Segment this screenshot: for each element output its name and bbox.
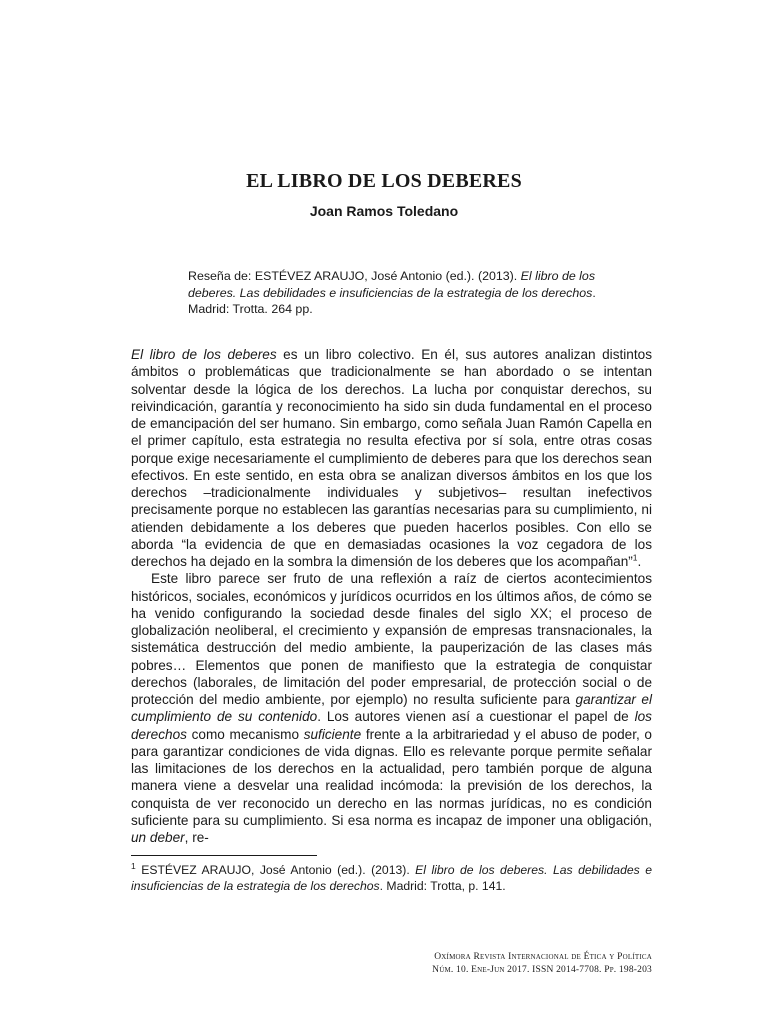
review-reference-suffix: . Madrid: Trotta. 264 pp.	[188, 285, 596, 316]
paragraph-2-italic-1: garantizar el cumplimiento de su contenido	[131, 692, 653, 725]
paragraph-2-text-3: como mecanismo	[186, 726, 304, 742]
footnote-suffix: . Madrid: Trotta, p. 141.	[379, 879, 506, 893]
paragraph-1-book-title: El libro de los deberes	[131, 347, 277, 362]
paragraph-2-italic-2: los derechos	[131, 709, 652, 742]
paragraph-1-text: es un libro colectivo. En él, sus autores analizan distintos ámbitos o problemáticas que tradicionalmente se han abordado o se intentan solventar desde la lógica de los derechos. La lucha por conquistar derechos, su reivindicación, garantía y reconocimiento ha sido sin duda fundamental en el proceso de emancipación del ser humano. Sin embargo, como señala Juan Ramón Capella en el primer capítulo, esta estrategia no resulta efectiva por sí sola, entre otras cosas porque exige necesariamente el cumplimiento de deberes para que los derechos sean efectivos. En este sentido, en esta obra se analizan diversos ámbitos en los que los derechos –tradicionalmente individuales y subjetivos– resultan inefectivos precisamente porque no establecen las garantías necesarias para su cumplimiento, ni atienden debidamente a los deberes que pueden hacerlos posibles. Con ello se aborda “la evidencia de que en demasiadas ocasiones la voz cegadora de los derechos ha dejado en la sombra la dimensión de los deberes que los acompañan”	[131, 347, 652, 569]
review-reference-prefix: Reseña de: ESTÉVEZ ARAUJO, José Antonio (ed.). (2013).	[188, 269, 521, 283]
footnote-divider	[131, 855, 317, 856]
journal-name: Oxímora Revista Internacional de Ética y Política	[434, 952, 652, 962]
review-reference	[188, 268, 610, 318]
paragraph-2-italic-4: un deber	[131, 830, 185, 845]
paragraph-2-text-4: frente a la arbitrariedad y el abuso de poder, o para garantizar condiciones de vida dignas. Ello es relevante porque permite señalar las limitaciones de los derechos en la actualidad, pero también porque de alguna manera viene a desvelar una realidad incómoda: la previsión de los derechos, la conquista de ver reconocido un derecho en las normas jurídicas, no es condición suficiente para su cumplimiento. Si esa norma es incapaz de imponer una obligación,	[131, 726, 652, 828]
paragraph-1-end: .	[637, 554, 642, 569]
paragraph-2-italic-3: suficiente	[303, 726, 362, 742]
footnote-prefix: ESTÉVEZ ARAUJO, José Antonio (ed.). (2013).	[135, 863, 416, 877]
footnote-1	[131, 862, 652, 894]
paragraph-1	[131, 346, 652, 570]
issue-info: Núm. 10. Ene-Jun 2017. ISSN 2014-7708. Pp. 198-203	[432, 965, 652, 975]
article-title: EL LIBRO DE LOS DEBERES	[246, 170, 522, 192]
footnote-number: 1	[131, 860, 136, 871]
review-book-title: El libro de los deberes. Las debilidades e insuficiencias de la estrategia de los derechos	[188, 269, 596, 300]
paragraph-2	[131, 570, 652, 846]
paragraph-2-text-1: Este libro parece ser fruto de una reflexión a raíz de ciertos acontecimientos históricos, sociales, económicos y jurídicos ocurridos en los últimos años, de cómo se ha venido configurando la sociedad desde finales del siglo XX; el proceso de globalización neoliberal, el crecimiento y expansión de empresas transnacionales, la sistemática destrucción del medio ambiente, la pauperización de las clases más pobres… Elementos que ponen de manifiesto que la estrategia de conquistar derechos (laborales, de limitación del poder empresarial, de protección social o de protección del medio ambiente, por ejemplo) no resulta suficiente para	[131, 571, 652, 707]
running-footer	[432, 951, 652, 977]
paragraph-2-text-2: . Los autores vienen así a cuestionar el papel de	[317, 709, 635, 725]
footnote-reference[interactable]: 1	[632, 552, 638, 563]
footnote-book-title: El libro de los deberes. Las debilidades e insuficiencias de la estrategia de los derechos	[131, 863, 652, 893]
paragraph-2-text-5: , re-	[184, 830, 209, 845]
article-author: Joan Ramos Toledano	[309, 203, 459, 219]
article-body	[131, 346, 652, 846]
